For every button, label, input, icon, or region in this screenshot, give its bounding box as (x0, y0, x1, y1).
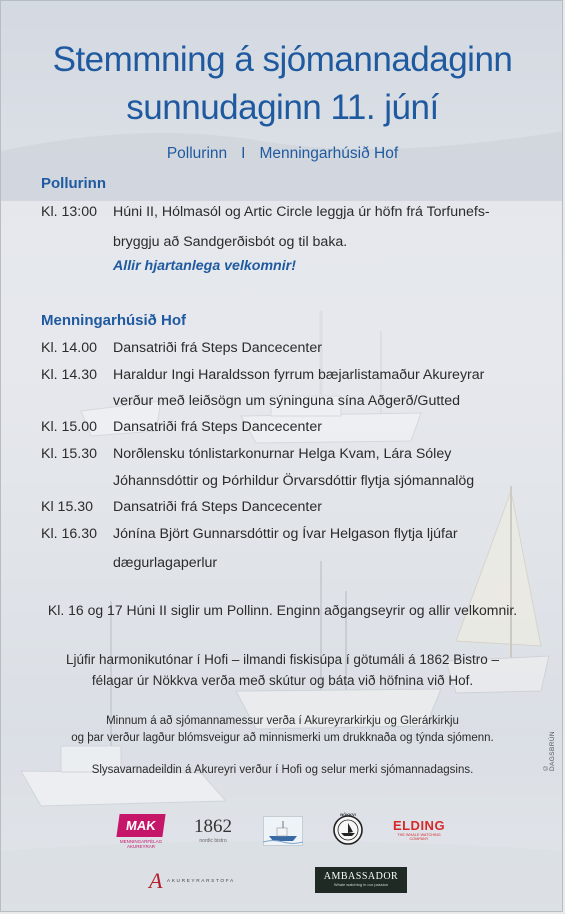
info-huni-sailing: Kl. 16 og 17 Húni II siglir um Pollinn. Enginn aðgangseyrir og allir velkomnir. (47, 602, 518, 618)
schedule-row (41, 201, 490, 223)
schedule-text: Haraldur Ingi Haraldsson fyrrum bæjarlistamaður Akureyrar (113, 367, 485, 383)
akureyrarstofa-mark: A (149, 868, 163, 893)
schedule-row (41, 523, 458, 545)
info-harmonika-line1: Ljúfir harmonikutónar í Hofi – ilmandi fiskisúpa í götumáli á 1862 Bistro – (66, 652, 499, 667)
venue-separator: I (241, 145, 246, 162)
info-slysavarnadeild: Slysavarnadeildin á Akureyri verður í Hofi og selur merki sjómannadagsins. (91, 764, 474, 776)
venue-hof: Menningarhúsið Hof (259, 145, 399, 162)
schedule-text: Dansatriði frá Steps Dancecenter (113, 340, 322, 356)
bistro-1862-sub: nordic bistro (199, 838, 227, 844)
schedule-text: Dansatriði frá Steps Dancecenter (113, 419, 322, 435)
schedule-text: Jónína Björt Gunnarsdóttir og Ívar Helgason flytja ljúfar (113, 526, 458, 542)
schedule-text: Dansatriði frá Steps Dancecenter (113, 499, 322, 515)
schedule-time: Kl. 14.30 (41, 367, 98, 383)
mak-logo-mark: MAK (116, 814, 165, 837)
schedule-time: Kl. 15.00 (41, 419, 98, 435)
schedule-row (41, 364, 484, 386)
venues-subtitle (1, 145, 563, 163)
schedule-text: Norðlensku tónlistarkonurnar Helga Kvam, Lára Sóley (113, 446, 452, 462)
info-sjomannamessur-line2: og þar verður lagður blómsveigur að minnismerki um drukknaða og týnda sjómenn. (71, 732, 494, 744)
schedule-text-cont: verður með leiðsögn um sýninguna sína Aðgerð/Gutted (113, 393, 461, 409)
schedule-text: Húni II, Hólmasól og Artic Circle leggja úr höfn frá Torfunefs- (113, 204, 490, 220)
akureyrarstofa-text: AKUREYRARSTOFA (166, 878, 235, 884)
photo-credit: © DAGSBRÚN (542, 731, 556, 772)
welcome-note: Allir hjartanlega velkomnir! (113, 258, 296, 274)
bistro-1862-logo (188, 816, 238, 844)
elding-logo (389, 818, 449, 841)
ambassador-logo (315, 867, 407, 893)
akureyrarstofa-logo (149, 868, 249, 894)
section-heading-hof: Menningarhúsið Hof (41, 312, 186, 329)
poster-title-line1: Stemmning á sjómannadaginn (52, 40, 513, 79)
info-harmonika-line2: félagar úr Nökkva verða með skútur og báta við höfnina við Hof. (91, 673, 474, 688)
schedule-time: Kl 15.30 (41, 499, 94, 515)
mak-logo (118, 814, 164, 849)
schedule-time: Kl. 13:00 (41, 204, 98, 220)
schedule-time: Kl. 16.30 (41, 526, 98, 542)
info-sjomannamessur-line1: Minnum á að sjómannamessur verða í Akureyrarkirkju og Glerárkirkju (106, 715, 459, 727)
elding-logo-sub: THE WHALE WATCHING COMPANY (397, 833, 441, 841)
ambassador-logo-sub: Whale watching in our passion (333, 882, 389, 887)
schedule-row (41, 416, 322, 438)
mak-logo-sub1: MENNINGARFÉLAG (119, 839, 163, 844)
info-harmonika (1, 649, 563, 691)
venue-pollurinn: Pollurinn (166, 145, 228, 162)
elding-logo-mark: ELDING (392, 818, 446, 833)
mak-logo-sub2: AKUREYRAR (126, 844, 155, 849)
schedule-row (41, 337, 322, 359)
schedule-row (41, 443, 451, 465)
info-sjomannamessur (1, 713, 563, 747)
slysavarna-boat-logo (263, 816, 303, 846)
nokkvi-logo (332, 814, 364, 846)
section-heading-pollurinn: Pollurinn (41, 175, 106, 192)
schedule-text-cont: Jóhannsdóttir og Þórhildur Örvarsdóttir flytja sjómannalög (113, 473, 475, 489)
sponsor-logos (1, 806, 563, 906)
poster-title-line2: sunnudaginn 11. júní (126, 88, 439, 127)
schedule-text-cont: dægurlagaperlur (113, 555, 218, 571)
schedule-time: Kl. 14.00 (41, 340, 98, 356)
schedule-text-cont: bryggju að Sandgerðisbót og til baka. (113, 234, 348, 250)
nokkvi-logo-text: NÖKKVI (340, 812, 356, 817)
schedule-row (41, 496, 322, 518)
schedule-time: Kl. 15.30 (41, 446, 98, 462)
ambassador-logo-mark: AMBASSADOR (323, 871, 399, 882)
bistro-1862-mark: 1862 (194, 816, 232, 837)
